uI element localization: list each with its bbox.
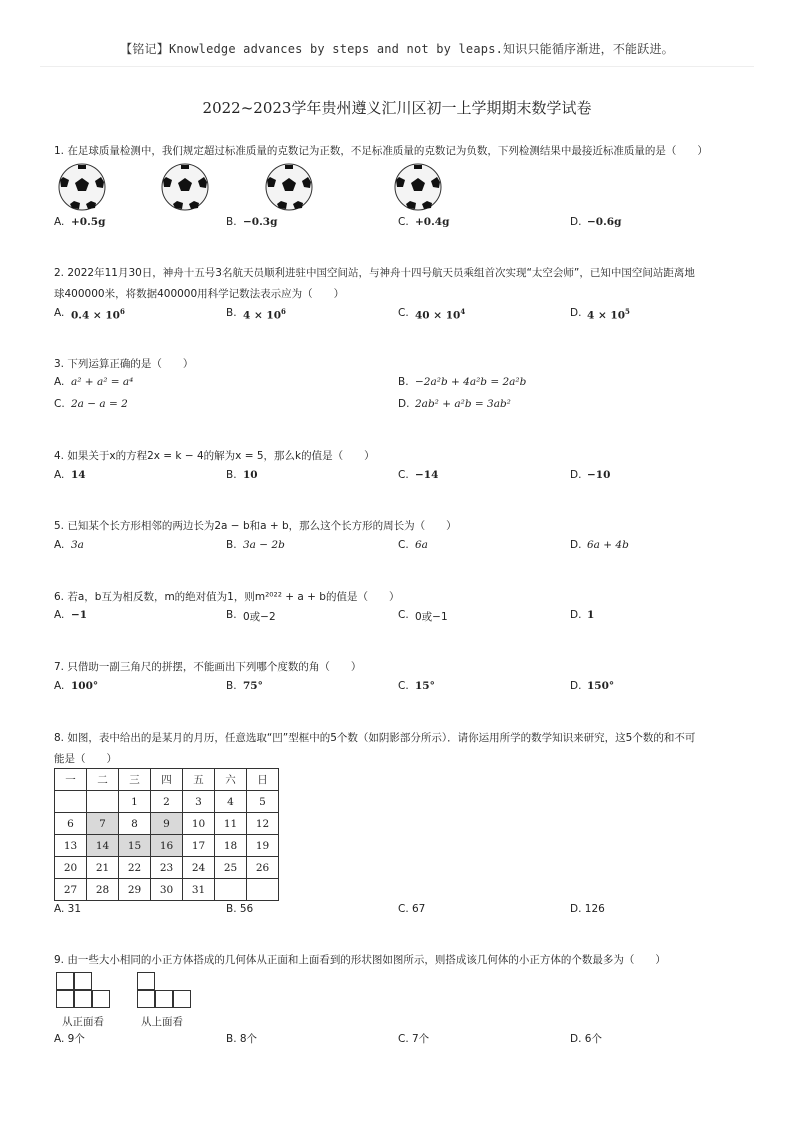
option-c-value: 2a − a = 2 bbox=[71, 398, 128, 410]
calendar-day: 9 bbox=[151, 813, 183, 835]
option-b-value: 0或−2 bbox=[243, 611, 276, 623]
view-cell bbox=[92, 990, 110, 1008]
question-6-stem: 6. 若a，b互为相反数，m的绝对值为1，则m²⁰²² + a + b的值是（ ） bbox=[54, 591, 400, 603]
calendar-day bbox=[55, 791, 87, 813]
option-a-value: +0.5g bbox=[71, 216, 106, 228]
top-view-figure bbox=[137, 972, 197, 1012]
calendar-row bbox=[55, 835, 279, 857]
option-c-value: 0或−1 bbox=[415, 611, 448, 623]
option-d-label: D. bbox=[398, 398, 410, 410]
front-view-label: 从正面看 bbox=[62, 1016, 104, 1028]
calendar-day: 6 bbox=[55, 813, 87, 835]
calendar-day bbox=[247, 879, 279, 901]
top-view-label: 从上面看 bbox=[141, 1016, 183, 1028]
soccer-ball-icon bbox=[58, 163, 106, 211]
calendar-day: 8 bbox=[119, 813, 151, 835]
calendar-header-row bbox=[55, 769, 279, 791]
option-d-label: D. bbox=[570, 216, 582, 228]
question-8-stem-line1: 8. 如图，表中给出的是某月的月历，任意选取“凹”型框中的5个数（如阴影部分所示）．请你运用所学的数学知识来研究，这5个数的和不可 bbox=[54, 732, 696, 744]
option-c-label: C. bbox=[398, 307, 409, 319]
question-3-stem: 3. 下列运算正确的是（ ） bbox=[54, 358, 194, 370]
calendar-weekday: 三 bbox=[119, 769, 151, 791]
option-b-value: −2a²b + 4a²b = 2a²b bbox=[415, 376, 527, 388]
view-cell bbox=[173, 990, 191, 1008]
option-d-value: −10 bbox=[587, 469, 611, 481]
header-divider bbox=[40, 66, 754, 67]
option-b-value: $4 \times 10^6$ bbox=[243, 307, 286, 322]
question-9-stem: 9. 由一些大小相同的小正方体搭成的几何体从正面和上面看到的形状图如图所示，则搭成该几何体的小正方体的个数最多为（ ） bbox=[54, 954, 666, 966]
soccer-ball-icon bbox=[394, 163, 442, 211]
option-a-value: 3a bbox=[71, 539, 84, 551]
option-a-label: A. bbox=[54, 469, 65, 481]
question-7-stem: 7. 只借助一副三角尺的拼摆，不能画出下列哪个度数的角（ ） bbox=[54, 661, 362, 673]
option-c-label: C. bbox=[398, 680, 409, 692]
option-c-value: −14 bbox=[415, 469, 439, 481]
calendar-day: 24 bbox=[183, 857, 215, 879]
calendar-weekday: 一 bbox=[55, 769, 87, 791]
option-b-value: 75° bbox=[243, 680, 263, 692]
option-b-label: B. bbox=[226, 469, 237, 481]
question-2-stem-line1: 2. 2022年11月30日，神舟十五号3名航天员顺利进驻中国空间站，与神舟十四号航天员乘组首次实现“太空会师”，已知中国空间站距离地 bbox=[54, 267, 695, 279]
calendar-day: 13 bbox=[55, 835, 87, 857]
calendar-day bbox=[87, 791, 119, 813]
question-4-options bbox=[54, 469, 744, 489]
option-d: D. 126 bbox=[570, 903, 605, 915]
option-d-label: D. bbox=[570, 469, 582, 481]
option-d-value: $4 \times 10^5$ bbox=[587, 307, 630, 322]
option-d-label: D. bbox=[570, 539, 582, 551]
calendar-day: 4 bbox=[215, 791, 247, 813]
question-3-options-row1 bbox=[54, 376, 744, 396]
calendar-day: 10 bbox=[183, 813, 215, 835]
front-view-figure bbox=[56, 972, 116, 1012]
calendar-day: 11 bbox=[215, 813, 247, 835]
question-5-stem: 5. 已知某个长方形相邻的两边长为2a − b和a + b，那么这个长方形的周长为（ ） bbox=[54, 520, 457, 532]
option-b: B. 56 bbox=[226, 903, 254, 915]
option-c-value: +0.4g bbox=[415, 216, 450, 228]
calendar-day: 5 bbox=[247, 791, 279, 813]
option-c-value: 15° bbox=[415, 680, 435, 692]
question-2-stem-line2: 球400000米，将数据400000用科学记数法表示应为（ ） bbox=[54, 288, 345, 300]
question-8-stem-line2: 能是（ ） bbox=[54, 753, 117, 765]
option-d-value: 150° bbox=[587, 680, 615, 692]
soccer-ball-icon bbox=[161, 163, 209, 211]
option-c: C. 7个 bbox=[398, 1033, 430, 1045]
question-1-stem: 1. 在足球质量检测中，我们规定超过标准质量的克数记为正数，不足标准质量的克数记为负数，下列检测结果中最接近标准质量的是（ ） bbox=[54, 145, 708, 157]
question-9-options bbox=[54, 1031, 744, 1051]
view-cell bbox=[137, 972, 155, 990]
calendar-day: 18 bbox=[215, 835, 247, 857]
calendar-day bbox=[215, 879, 247, 901]
calendar-day: 20 bbox=[55, 857, 87, 879]
option-d-label: D. bbox=[570, 307, 582, 319]
option-b-value: −0.3g bbox=[243, 216, 278, 228]
question-2-options bbox=[54, 307, 744, 327]
calendar-day: 1 bbox=[119, 791, 151, 813]
calendar-weekday: 五 bbox=[183, 769, 215, 791]
calendar-day: 7 bbox=[87, 813, 119, 835]
question-6-options bbox=[54, 609, 744, 629]
option-d-value: 1 bbox=[587, 609, 595, 621]
page-motto: 【铭记】Knowledge advances by steps and not by leaps.知识只能循序渐进，不能跃进。 bbox=[120, 42, 674, 56]
option-b-label: B. bbox=[226, 609, 237, 621]
option-b-label: B. bbox=[226, 307, 237, 319]
calendar-day: 22 bbox=[119, 857, 151, 879]
view-cell bbox=[56, 972, 74, 990]
option-a: A. 31 bbox=[54, 903, 82, 915]
calendar-day: 16 bbox=[151, 835, 183, 857]
question-1-images bbox=[58, 163, 758, 213]
option-a-label: A. bbox=[54, 680, 65, 692]
option-d-value: −0.6g bbox=[587, 216, 622, 228]
option-a-value: −1 bbox=[71, 609, 88, 621]
option-b-value: 10 bbox=[243, 469, 258, 481]
question-7-options bbox=[54, 680, 744, 700]
option-b-value: 3a − 2b bbox=[243, 539, 285, 551]
calendar-row bbox=[55, 857, 279, 879]
option-d-value: 6a + 4b bbox=[587, 539, 629, 551]
option-d-label: D. bbox=[570, 609, 582, 621]
calendar-row bbox=[55, 813, 279, 835]
calendar-row bbox=[55, 879, 279, 901]
option-c-value: 6a bbox=[415, 539, 428, 551]
calendar-day: 31 bbox=[183, 879, 215, 901]
option-c-label: C. bbox=[398, 609, 409, 621]
calendar-day: 2 bbox=[151, 791, 183, 813]
calendar-table bbox=[54, 768, 279, 901]
view-cell bbox=[137, 990, 155, 1008]
option-b-label: B. bbox=[398, 376, 409, 388]
option-d-label: D. bbox=[570, 680, 582, 692]
option-a-label: A. bbox=[54, 539, 65, 551]
option-b-label: B. bbox=[226, 680, 237, 692]
option-c-value: $40 \times 10^4$ bbox=[415, 307, 466, 322]
calendar-weekday: 六 bbox=[215, 769, 247, 791]
option-b-label: B. bbox=[226, 539, 237, 551]
question-8-options bbox=[54, 903, 744, 923]
option-b-label: B. bbox=[226, 216, 237, 228]
question-3-options-row2 bbox=[54, 398, 744, 418]
calendar-day: 30 bbox=[151, 879, 183, 901]
calendar-weekday: 日 bbox=[247, 769, 279, 791]
option-a-label: A. bbox=[54, 216, 65, 228]
question-5-options bbox=[54, 539, 744, 559]
option-c-label: C. bbox=[398, 539, 409, 551]
option-a: A. 9个 bbox=[54, 1033, 85, 1045]
option-a-label: A. bbox=[54, 609, 65, 621]
option-a-value: a² + a² = a⁴ bbox=[71, 376, 134, 388]
soccer-ball-icon bbox=[265, 163, 313, 211]
calendar-day: 17 bbox=[183, 835, 215, 857]
option-c-label: C. bbox=[398, 469, 409, 481]
option-a-label: A. bbox=[54, 307, 65, 319]
calendar-day: 3 bbox=[183, 791, 215, 813]
question-4-stem: 4. 如果关于x的方程2x = k − 4的解为x = 5，那么k的值是（ ） bbox=[54, 450, 375, 462]
page-title: 2022~2023学年贵州遵义汇川区初一上学期期末数学试卷 bbox=[202, 99, 592, 117]
calendar-day: 26 bbox=[247, 857, 279, 879]
question-1-options bbox=[54, 216, 744, 236]
view-cell bbox=[155, 990, 173, 1008]
calendar-day: 23 bbox=[151, 857, 183, 879]
calendar-day: 25 bbox=[215, 857, 247, 879]
option-d-value: 2ab² + a²b = 3ab² bbox=[415, 398, 511, 410]
calendar-day: 29 bbox=[119, 879, 151, 901]
calendar-weekday: 四 bbox=[151, 769, 183, 791]
option-d: D. 6个 bbox=[570, 1033, 602, 1045]
option-b: B. 8个 bbox=[226, 1033, 258, 1045]
calendar-day: 19 bbox=[247, 835, 279, 857]
calendar-day: 15 bbox=[119, 835, 151, 857]
option-c-label: C. bbox=[54, 398, 65, 410]
option-a-value: 100° bbox=[71, 680, 99, 692]
calendar-day: 21 bbox=[87, 857, 119, 879]
calendar-day: 27 bbox=[55, 879, 87, 901]
view-cell bbox=[56, 990, 74, 1008]
option-a-label: A. bbox=[54, 376, 65, 388]
option-a-value: $0.4 \times 10^6$ bbox=[71, 307, 125, 322]
view-cell bbox=[74, 990, 92, 1008]
option-c-label: C. bbox=[398, 216, 409, 228]
option-a-value: 14 bbox=[71, 469, 86, 481]
calendar-day: 12 bbox=[247, 813, 279, 835]
option-c: C. 67 bbox=[398, 903, 426, 915]
calendar-weekday: 二 bbox=[87, 769, 119, 791]
view-cell bbox=[74, 972, 92, 990]
calendar-table-wrap bbox=[54, 768, 279, 901]
calendar-day: 28 bbox=[87, 879, 119, 901]
calendar-day: 14 bbox=[87, 835, 119, 857]
calendar-row bbox=[55, 791, 279, 813]
